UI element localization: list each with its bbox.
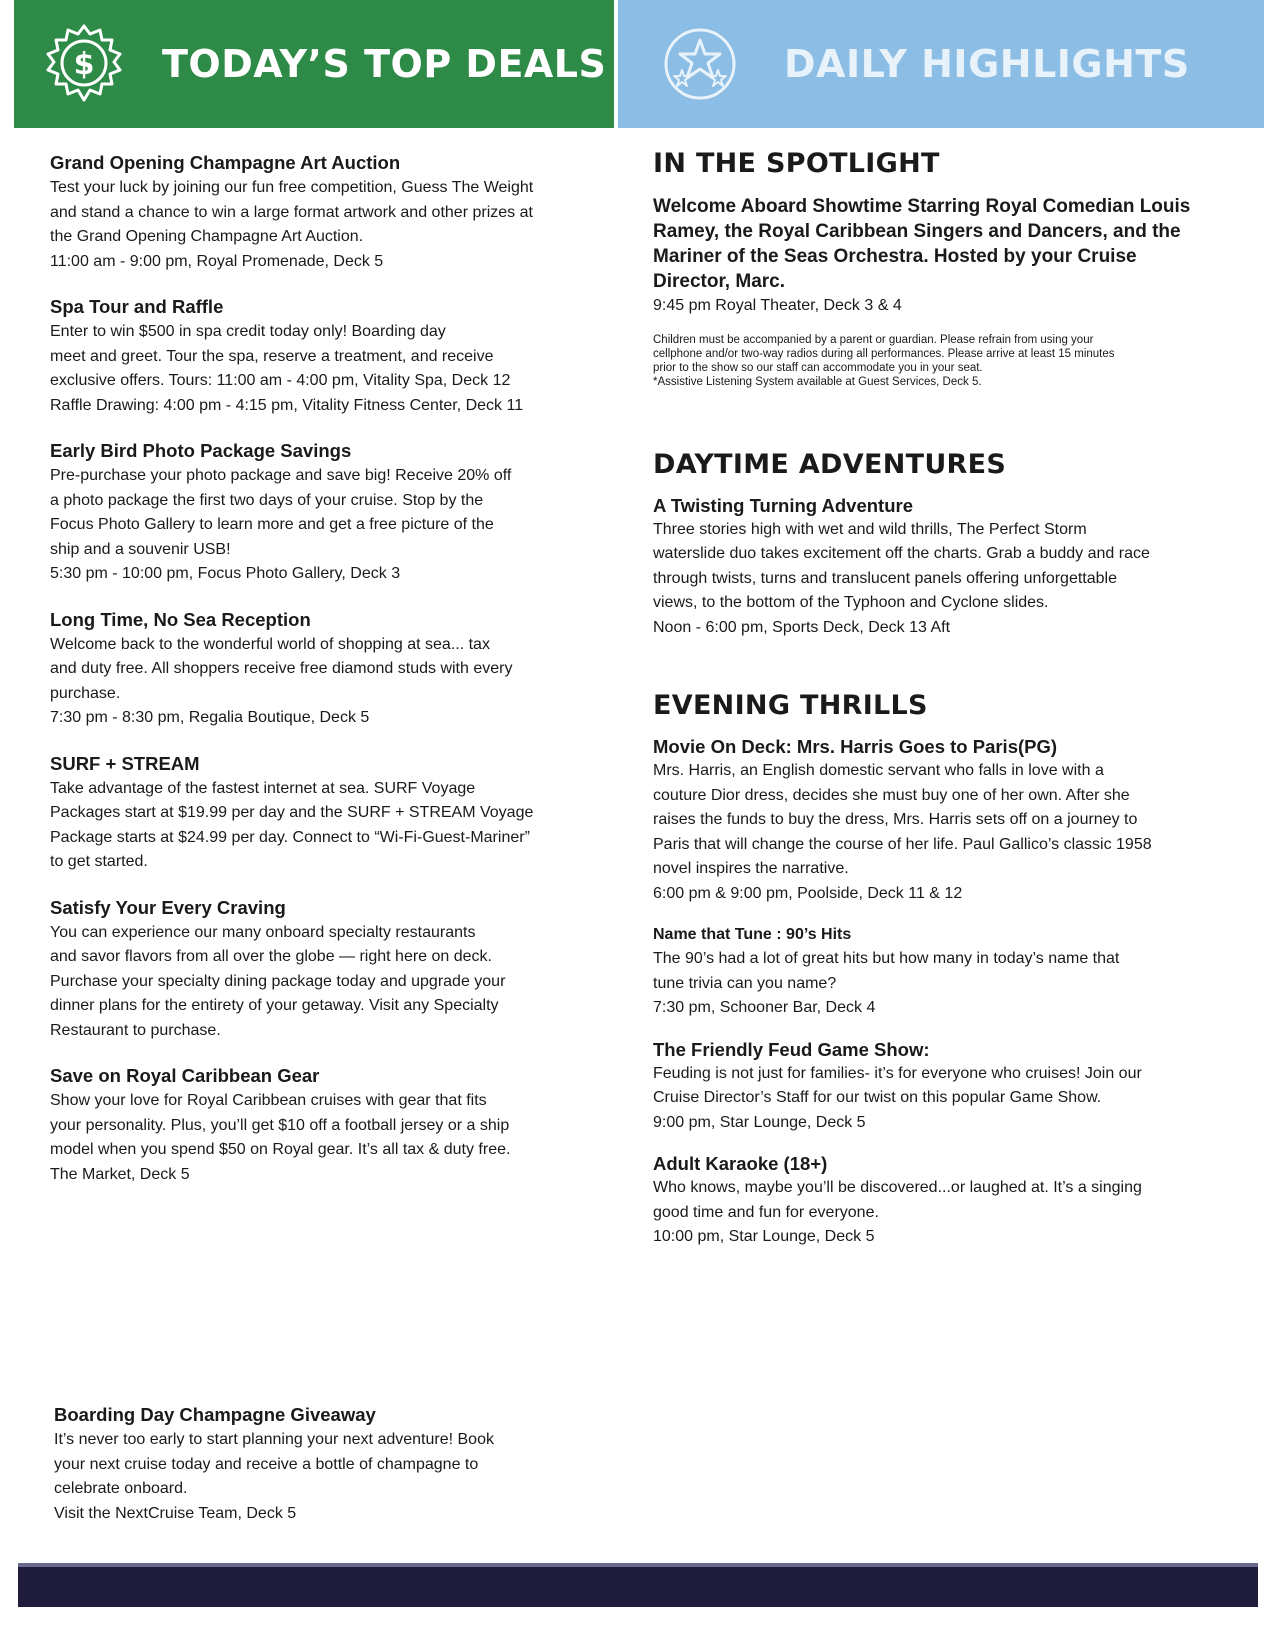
- event-line: good time and fun for everyone.: [653, 1203, 879, 1221]
- deal-line: model when you spend $50 on Royal gear. It’s all tax & duty free.: [50, 1141, 511, 1158]
- deal-line: the Grand Opening Champagne Art Auction.: [50, 228, 364, 245]
- svg-text:$: $: [73, 47, 95, 82]
- deal-line: to get started.: [50, 853, 148, 870]
- spotlight-title-line: Director, Marc.: [653, 271, 785, 292]
- deal-line: Pre-purchase your photo package and save big! Receive 20% off: [50, 467, 512, 484]
- deal-line: and stand a chance to win a large format artwork and other prizes at: [50, 203, 533, 221]
- fine-print-line: Children must be accompanied by a parent or guardian. Please refrain from using your: [653, 333, 1094, 346]
- deal-line: 7:30 pm - 8:30 pm, Regalia Boutique, Deck 5: [50, 709, 370, 726]
- spotlight-title-line: Ramey, the Royal Caribbean Singers and Dancers, and the: [653, 221, 1181, 242]
- deal-line: and duty free. All shoppers receive free diamond studs with every: [50, 660, 513, 677]
- deal-item: [50, 294, 590, 418]
- event-line: views, to the bottom of the Typhoon and Cyclone slides.: [653, 594, 1049, 611]
- deal-line: exclusive offers. Tours: 11:00 am - 4:00 pm, Vitality Spa, Deck 12: [50, 372, 511, 389]
- deal-item: [50, 438, 590, 587]
- spotlight-title-line: Mariner of the Seas Orchestra. Hosted by your Cruise: [653, 246, 1137, 267]
- event-line: Cruise Director’s Staff for our twist on this popular Game Show.: [653, 1089, 1102, 1106]
- evening-section: [653, 688, 1233, 1250]
- spotlight-title-line: Welcome Aboard Showtime Starring Royal Comedian Louis: [653, 196, 1191, 217]
- daily-highlights-title: DAILY HIGHLIGHTS: [784, 42, 1190, 86]
- event-title: A Twisting Turning Adventure: [653, 494, 914, 516]
- deal-item: [50, 751, 590, 875]
- event-line: Who knows, maybe you’ll be discovered...or laughed at. It’s a singing: [653, 1179, 1142, 1196]
- deal-line: The Market, Deck 5: [50, 1165, 190, 1183]
- deal-line: your next cruise today and receive a bottle of champagne to: [54, 1455, 479, 1473]
- deal-line: ship and a souvenir USB!: [50, 540, 231, 558]
- deal-title: Grand Opening Champagne Art Auction: [50, 152, 401, 173]
- deal-line: Test your luck by joining our fun free competition, Guess The Weight: [50, 179, 534, 196]
- deal-line: Enter to win $500 in spa credit today only! Boarding day: [50, 323, 446, 340]
- event-line: The 90’s had a lot of great hits but how many in today’s name that: [653, 950, 1120, 967]
- evening-event: [653, 734, 1233, 906]
- event-line: Feuding is not just for families- it’s for everyone who cruises! Join our: [653, 1064, 1142, 1082]
- event-title: Movie On Deck: Mrs. Harris Goes to Paris(PG): [653, 736, 1058, 757]
- spotlight-time: 9:45 pm Royal Theater, Deck 3 & 4: [653, 297, 902, 314]
- event-line: 7:30 pm, Schooner Bar, Deck 4: [653, 999, 876, 1016]
- deal-line: purchase.: [50, 684, 121, 702]
- event-line: 6:00 pm & 9:00 pm, Poolside, Deck 11 & 12: [653, 884, 963, 902]
- evening-events-list: [653, 734, 1233, 1250]
- deal-line: Raffle Drawing: 4:00 pm - 4:15 pm, Vitality Fitness Center, Deck 11: [50, 396, 524, 414]
- deal-line: dinner plans for the entirety of your getaway. Visit any Specialty: [50, 997, 499, 1014]
- event-title: Adult Karaoke (18+): [653, 1153, 828, 1174]
- event-line: 9:00 pm, Star Lounge, Deck 5: [653, 1113, 866, 1131]
- deal-line: celebrate onboard.: [54, 1480, 188, 1497]
- deal-title: Satisfy Your Every Craving: [50, 896, 286, 918]
- top-deals-header: [14, 0, 614, 128]
- deal-line: Restaurant to purchase.: [50, 1021, 221, 1039]
- deal-line: It’s never too early to start planning your next adventure! Book: [54, 1431, 494, 1448]
- deal-title: Spa Tour and Raffle: [50, 296, 224, 317]
- deal-line: Package starts at $24.99 per day. Connect to “Wi-Fi-Guest-Mariner”: [50, 828, 530, 846]
- daytime-section: [653, 447, 1233, 641]
- evening-event: [653, 1151, 1233, 1250]
- section-heading: EVENING THRILLS: [653, 690, 928, 721]
- deal-line: meet and greet. Tour the spa, reserve a treatment, and receive: [50, 347, 494, 365]
- event-line: couture Dior dress, decides she must buy one of her own. After she: [653, 786, 1130, 804]
- deal-item: [50, 895, 590, 1044]
- dollar-badge-icon: [44, 24, 124, 104]
- event-line: novel inspires the narrative.: [653, 860, 849, 877]
- deal-line: Focus Photo Gallery to learn more and get a free picture of the: [50, 516, 494, 533]
- star-circle-icon: [660, 24, 740, 104]
- deal-title: Boarding Day Champagne Giveaway: [54, 1404, 376, 1425]
- event-line: waterslide duo takes excitement off the charts. Grab a buddy and race: [653, 545, 1150, 562]
- fine-print-line: prior to the show so our staff can accommodate you in your seat.: [653, 361, 983, 374]
- deal-line: Visit the NextCruise Team, Deck 5: [54, 1504, 297, 1522]
- deal-line: Purchase your specialty dining package today and upgrade your: [50, 972, 506, 990]
- deal-item: [50, 150, 590, 274]
- fine-print-line: cellphone and/or two-way radios during all performances. Please arrive at least 15 minutes: [653, 347, 1115, 360]
- boarding-day-deal: [54, 1402, 594, 1526]
- section-heading: IN THE SPOTLIGHT: [653, 148, 940, 179]
- event-title: Name that Tune : 90’s Hits: [653, 926, 852, 943]
- highlights-column: [653, 146, 1233, 1266]
- evening-event: [653, 922, 1233, 1021]
- event-line: Three stories high with wet and wild thrills, The Perfect Storm: [653, 520, 1087, 538]
- deal-line: Take advantage of the fastest internet at sea. SURF Voyage: [50, 779, 476, 797]
- daily-highlights-header: [618, 0, 1264, 128]
- footer-bar: [18, 1563, 1258, 1607]
- event-title: The Friendly Feud Game Show:: [653, 1038, 930, 1060]
- event-line: Noon - 6:00 pm, Sports Deck, Deck 13 Aft: [653, 618, 951, 636]
- deal-line: 5:30 pm - 10:00 pm, Focus Photo Gallery, Deck 3: [50, 565, 401, 582]
- section-heading: DAYTIME ADVENTURES: [653, 448, 1007, 480]
- event-line: tune trivia can you name?: [653, 974, 837, 992]
- deal-line: Show your love for Royal Caribbean cruises with gear that fits: [50, 1092, 487, 1109]
- deal-title: Early Bird Photo Package Savings: [50, 440, 352, 461]
- deal-title: SURF + STREAM: [50, 752, 200, 774]
- deal-item: [50, 607, 590, 731]
- deal-title: Long Time, No Sea Reception: [50, 608, 311, 630]
- deal-title: Save on Royal Caribbean Gear: [50, 1065, 320, 1086]
- event-line: 10:00 pm, Star Lounge, Deck 5: [653, 1228, 875, 1245]
- deal-line: and savor flavors from all over the globe — right here on deck.: [50, 948, 492, 965]
- spotlight-section: [653, 146, 1233, 389]
- deal-line: a photo package the first two days of your cruise. Stop by the: [50, 491, 484, 509]
- fine-print-line: *Assistive Listening System available at Guest Services, Deck 5.: [653, 375, 982, 388]
- deal-line: Welcome back to the wonderful world of shopping at sea... tax: [50, 635, 490, 653]
- evening-event: [653, 1037, 1233, 1136]
- deal-line: your personality. Plus, you’ll get $10 off a football jersey or a ship: [50, 1116, 510, 1134]
- event-line: through twists, turns and translucent panels offering unforgettable: [653, 569, 1117, 587]
- event-line: raises the funds to buy the dress, Mrs. Harris sets off on a journey to: [653, 811, 1138, 828]
- event-line: Mrs. Harris, an English domestic servant who falls in love with a: [653, 762, 1104, 779]
- deal-item: [50, 1063, 590, 1187]
- top-deals-title: TODAY’S TOP DEALS: [162, 42, 607, 86]
- deal-line: Packages start at $19.99 per day and the SURF + STREAM Voyage: [50, 804, 534, 821]
- event-line: Paris that will change the course of her life. Paul Gallico’s classic 1958: [653, 835, 1152, 853]
- deal-line: You can experience our many onboard specialty restaurants: [50, 923, 476, 941]
- deal-line: 11:00 am - 9:00 pm, Royal Promenade, Deck 5: [50, 252, 384, 270]
- deals-list: [50, 150, 590, 1207]
